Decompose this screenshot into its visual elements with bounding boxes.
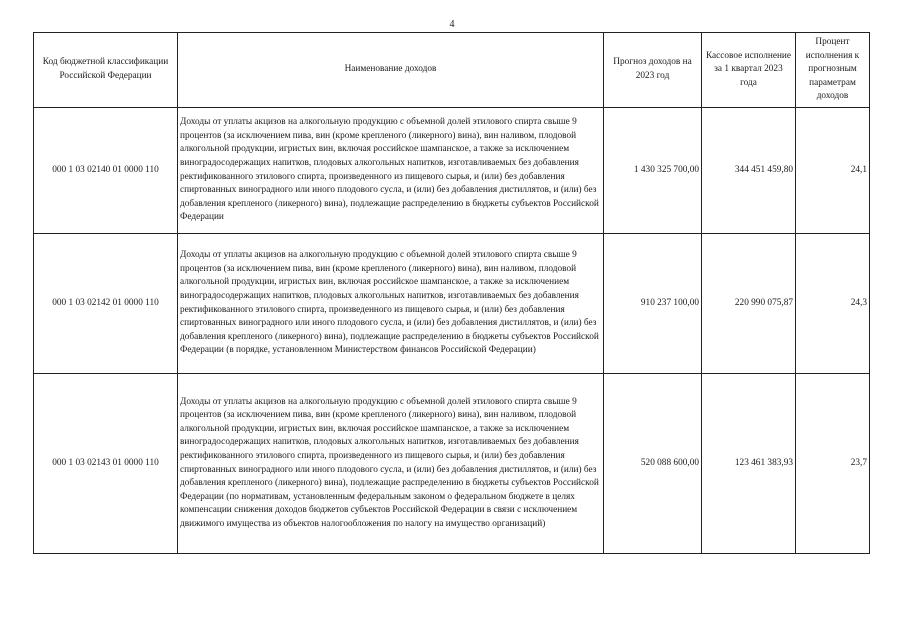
- header-name: Наименование доходов: [178, 33, 604, 108]
- revenue-table: [33, 32, 870, 554]
- cell-code: 000 1 03 02143 01 0000 110: [34, 374, 178, 554]
- cell-percent: 23,7: [796, 374, 870, 554]
- table-row: [34, 108, 870, 234]
- header-forecast: Прогноз доходов на 2023 год: [604, 33, 702, 108]
- page-number: 4: [449, 19, 455, 30]
- cell-name: Доходы от уплаты акцизов на алкогольную продукцию с объемной долей этилового спирта свыше 9 процентов (за исключением пива, вин (кроме крепленого (ликерного) вина), вин наливом, плодовой алкогольной продукции, игристых вин, включая российское шампанское, а также за исключением виноградосодержащих напитков, плодовых алкогольных напитков, изготавливаемых без добавления ректификованного этилового спирта, произведенного из пищевого сырья, и (или) без добавления спиртованных виноградного или иного плодового сусла, и (или) без добавления дистиллятов, и (или) без добавления крепленого (ликерного) вина), подлежащие распределению в бюджеты субъектов Российской Федерации: [178, 108, 604, 234]
- cell-forecast: 520 088 600,00: [604, 374, 702, 554]
- cell-name: Доходы от уплаты акцизов на алкогольную продукцию с объемной долей этилового спирта свыше 9 процентов (за исключением пива, вин (кроме крепленого (ликерного) вина), вин наливом, плодовой алкогольной продукции, игристых вин, включая российское шампанское, а также за исключением виноградосодержащих напитков, плодовых алкогольных напитков, изготавливаемых без добавления ректификованного этилового спирта, произведенного из пищевого сырья, и (или) без добавления спиртованных виноградного или иного плодового сусла, и (или) без добавления дистиллятов, и (или) без добавления крепленого (ликерного) вина), подлежащие распределению в бюджеты субъектов Российской Федерации (в порядке, установленном Министерством финансов Российской Федерации): [178, 234, 604, 374]
- table-header: [34, 33, 870, 108]
- cell-code: 000 1 03 02142 01 0000 110: [34, 234, 178, 374]
- cell-percent: 24,1: [796, 108, 870, 234]
- cell-execution: 220 990 075,87: [702, 234, 796, 374]
- cell-forecast: 910 237 100,00: [604, 234, 702, 374]
- cell-execution: 344 451 459,80: [702, 108, 796, 234]
- table-row: [34, 374, 870, 554]
- cell-code: 000 1 03 02140 01 0000 110: [34, 108, 178, 234]
- header-code: Код бюджетной классификации Российской Федерации: [34, 33, 178, 108]
- cell-execution: 123 461 383,93: [702, 374, 796, 554]
- cell-percent: 24,3: [796, 234, 870, 374]
- header-percent: Процент исполнения к прогнозным параметрам доходов: [796, 33, 870, 108]
- header-row: [34, 33, 870, 108]
- table-row: [34, 234, 870, 374]
- table-body: [34, 108, 870, 554]
- cell-forecast: 1 430 325 700,00: [604, 108, 702, 234]
- cell-name: Доходы от уплаты акцизов на алкогольную продукцию с объемной долей этилового спирта свыше 9 процентов (за исключением пива, вин (кроме крепленого (ликерного) вина), вин наливом, плодовой алкогольной продукции, игристых вин, включая российское шампанское, а также за исключением виноградосодержащих напитков, плодовых алкогольных напитков, изготавливаемых без добавления ректификованного этилового спирта, произведенного из пищевого сырья, и (или) без добавления спиртованных виноградного или иного плодового сусла, и (или) без добавления дистиллятов, и (или) без добавления крепленого (ликерного) вина), подлежащие распределению в бюджеты субъектов Российской Федерации (по нормативам, установленным федеральным законом о федеральном бюджете в целях компенсации снижения доходов бюджетов субъектов Российской Федерации в связи с исключением движимого имущества из объектов налогообложения по налогу на имущество организаций): [178, 374, 604, 554]
- header-execution: Кассовое исполнение за 1 квартал 2023 года: [702, 33, 796, 108]
